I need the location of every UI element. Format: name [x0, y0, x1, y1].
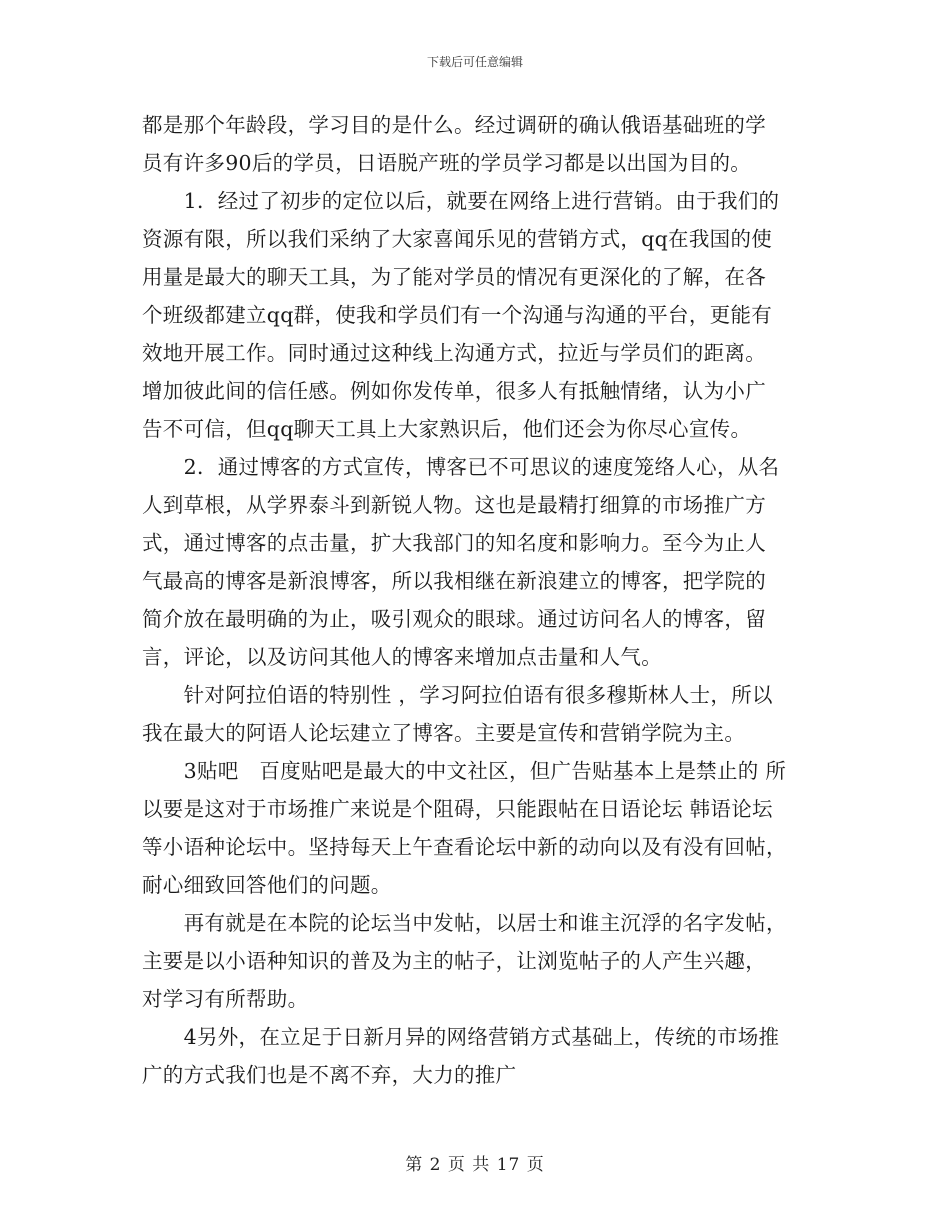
text-line: 等小语种论坛中。坚持每天上午查看论坛中新的动向以及有没有回帖， — [142, 835, 787, 859]
text-line: 再有就是在本院的论坛当中发帖，以居士和谁主沉浮的名字发帖， — [142, 911, 787, 935]
paragraph — [142, 182, 822, 448]
text-line: 主要是以小语种知识的普及为主的帖子，让浏览帖子的人产生兴趣， — [142, 949, 766, 973]
text-line: 资源有限，所以我们采纳了大家喜闻乐见的营销方式，qq在我国的使 — [142, 227, 773, 251]
paragraph — [142, 752, 822, 904]
text-line: 广的方式我们也是不离不弃，大力的推广 — [142, 1063, 517, 1087]
paragraph — [142, 676, 822, 752]
paragraph — [142, 448, 822, 676]
paragraph — [142, 1018, 822, 1094]
page-header: 下载后可任意编辑 — [426, 55, 523, 69]
text-line: 以要是这对于市场推广来说是个阻碍，只能跟帖在日语论坛 韩语论坛 — [142, 797, 773, 821]
text-line: 气最高的博客是新浪博客，所以我相继在新浪建立的博客，把学院的 — [142, 569, 766, 593]
text-line: 1．经过了初步的定位以后，就要在网络上进行营销。由于我们的 — [142, 189, 780, 213]
text-line: 2．通过博客的方式宣传，博客已不可思议的速度笼络人心，从名 — [142, 455, 780, 479]
text-line: 3贴吧 百度贴吧是最大的中文社区，但广告贴基本上是禁止的 所 — [142, 759, 787, 783]
body-text — [142, 106, 822, 1094]
text-line: 针对阿拉伯语的特别性 ，学习阿拉伯语有很多穆斯林人士，所以 — [142, 683, 773, 707]
page-number-footer: 第 2 页 共 17 页 — [405, 1155, 545, 1175]
text-line: 效地开展工作。同时通过这种线上沟通方式，拉近与学员们的距离。 — [142, 341, 766, 365]
text-line: 个班级都建立qq群，使我和学员们有一个沟通与沟通的平台，更能有 — [142, 303, 773, 327]
text-line: 增加彼此间的信任感。例如你发传单，很多人有抵触情绪，认为小广 — [142, 379, 766, 403]
text-line: 用量是最大的聊天工具，为了能对学员的情况有更深化的了解，在各 — [142, 265, 766, 289]
text-line: 简介放在最明确的为止，吸引观众的眼球。通过访问名人的博客，留 — [142, 607, 766, 631]
paragraph — [142, 904, 822, 1018]
text-line: 4另外，在立足于日新月异的网络营销方式基础上，传统的市场推 — [142, 1025, 780, 1049]
text-line: 员有许多90后的学员，日语脱产班的学员学习都是以出国为目的。 — [142, 151, 752, 175]
text-line: 对学习有所帮助。 — [142, 987, 309, 1011]
text-line: 式，通过博客的点击量，扩大我部门的知名度和影响力。至今为止人 — [142, 531, 766, 555]
text-line: 告不可信，但qq聊天工具上大家熟识后，他们还会为你尽心宣传。 — [142, 417, 752, 441]
text-line: 人到草根，从学界泰斗到新锐人物。这也是最精打细算的市场推广方 — [142, 493, 766, 517]
text-line: 言，评论，以及访问其他人的博客来增加点击量和人气。 — [142, 645, 662, 669]
text-line: 都是那个年龄段，学习目的是什么。经过调研的确认俄语基础班的学 — [142, 113, 766, 137]
text-line: 耐心细致回答他们的问题。 — [142, 873, 392, 897]
text-line: 我在最大的阿语人论坛建立了博客。主要是宣传和营销学院为主。 — [142, 721, 746, 745]
paragraph — [142, 106, 822, 182]
